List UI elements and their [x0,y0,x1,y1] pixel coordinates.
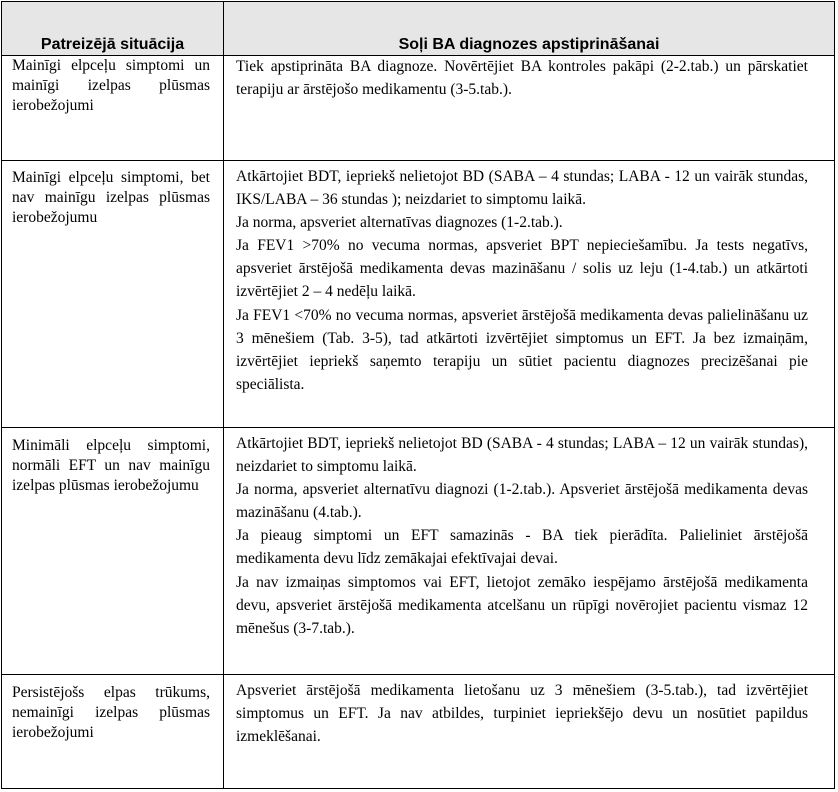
table-row-2-situation [12,168,210,228]
table-border-bottom [1,788,835,789]
table-row-3-situation [12,436,210,496]
situation-text: Minimāli elpceļu simptomi, normāli EFT un nav mainīgu izelpas plūsmas ierobežojumu [12,437,210,494]
column-divider [223,1,224,789]
step-text: Ja FEV1 <70% no vecuma normas, apsveriet ārstējošā medikamenta devas palielināšanu uz 3 mēnešiem (Tab. 3-5), tad atkārtoti izvērtējiet simptomus un EFT. Ja bez izmaiņām, izvērtējiet iepriekš saņemto terapiju un sūtiet pacientu diagnozes precizēšanai pie speciālista. [236,306,808,393]
row-divider [1,674,835,675]
step-text: Ja FEV1 >70% no vecuma normas, apsveriet BPT nepieciešamību. Ja tests negatīvs, apsveriet ārstējošā medikamenta devas mazināšanu / solis uz leju (1-4.tab.) un atkārtoti izvērtējiet 2 – 4 nedēļu laikā. [236,237,808,301]
step-text: Ja pieaug simptomi un EFT samazinās - BA tiek pierādīta. Palieliniet ārstējošā medikamenta devu līdz zemākajai efektīvajai devai. [236,527,808,568]
step-text: Tiek apstiprināta BA diagnoze. Novērtējiet BA kontroles pakāpi (2-2.tab.) un pārskatiet terapiju ar ārstējošo medikamentu (3-5.tab.). [236,58,808,99]
table-row-1-steps [236,55,808,101]
header-steps-label: Soļi BA diagnozes apstiprināšanai [398,36,660,53]
header-steps [224,2,834,56]
header-situation-label: Patreizējā situācija [40,36,185,53]
table-row-1-situation [12,56,210,116]
row-divider [1,427,835,428]
table-row-4-situation [12,683,210,743]
step-text: Apsveriet ārstējošā medikamenta lietošanu uz 3 mēnešiem (3-5.tab.), tad izvērtējiet simptomus un EFT. Ja nav atbildes, turpiniet iepriekšējo devu un nosūtiet papildus izmeklēšanai. [236,682,808,746]
situation-text: Persistējošs elpas trūkums, nemainīgi izelpas plūsmas ierobežojumi [12,684,210,741]
table-row-2-steps [236,165,808,396]
step-text: Ja nav izmaiņas simptomos vai EFT, lietojot zemāko iespējamo ārstējošā medikamenta devu, apsveriet ārstējošā medikamenta atcelšanu un rūpīgi novērojiet pacientu vismaz 12 mēnešus (3-7.tab.). [236,573,808,637]
table-border-top [1,1,835,2]
table-row-3-steps [236,432,808,640]
situation-text: Mainīgi elpceļu simptomi un mainīgi izelpas plūsmas ierobežojumi [12,57,210,114]
table-row-4-steps [236,679,808,748]
table-border-left [1,1,2,789]
row-divider [1,160,835,161]
header-situation [2,2,223,56]
table-border-right [834,1,835,789]
situation-text: Mainīgi elpceļu simptomi, bet nav mainīgu izelpas plūsmas ierobežojumu [12,169,210,226]
row-divider [1,55,835,56]
step-text: Atkārtojiet BDT, iepriekš nelietojot BD (SABA - 4 stundas; LABA – 12 un vairāk stundas), neizdariet to simptomu laikā. [236,435,808,476]
step-text: Atkārtojiet BDT, iepriekš nelietojot BD (SABA – 4 stundas; LABA - 12 un vairāk stundas, IKS/LABA – 36 stundas ); neizdariet to simptomu laikā. [236,168,808,209]
step-text: Ja norma, apsveriet alternatīvas diagnozes (1-2.tab.). [236,214,563,232]
step-text: Ja norma, apsveriet alternatīvu diagnozi (1-2.tab.). Apsveriet ārstējošā medikamenta devas mazināšanu (4.tab.). [236,481,808,522]
